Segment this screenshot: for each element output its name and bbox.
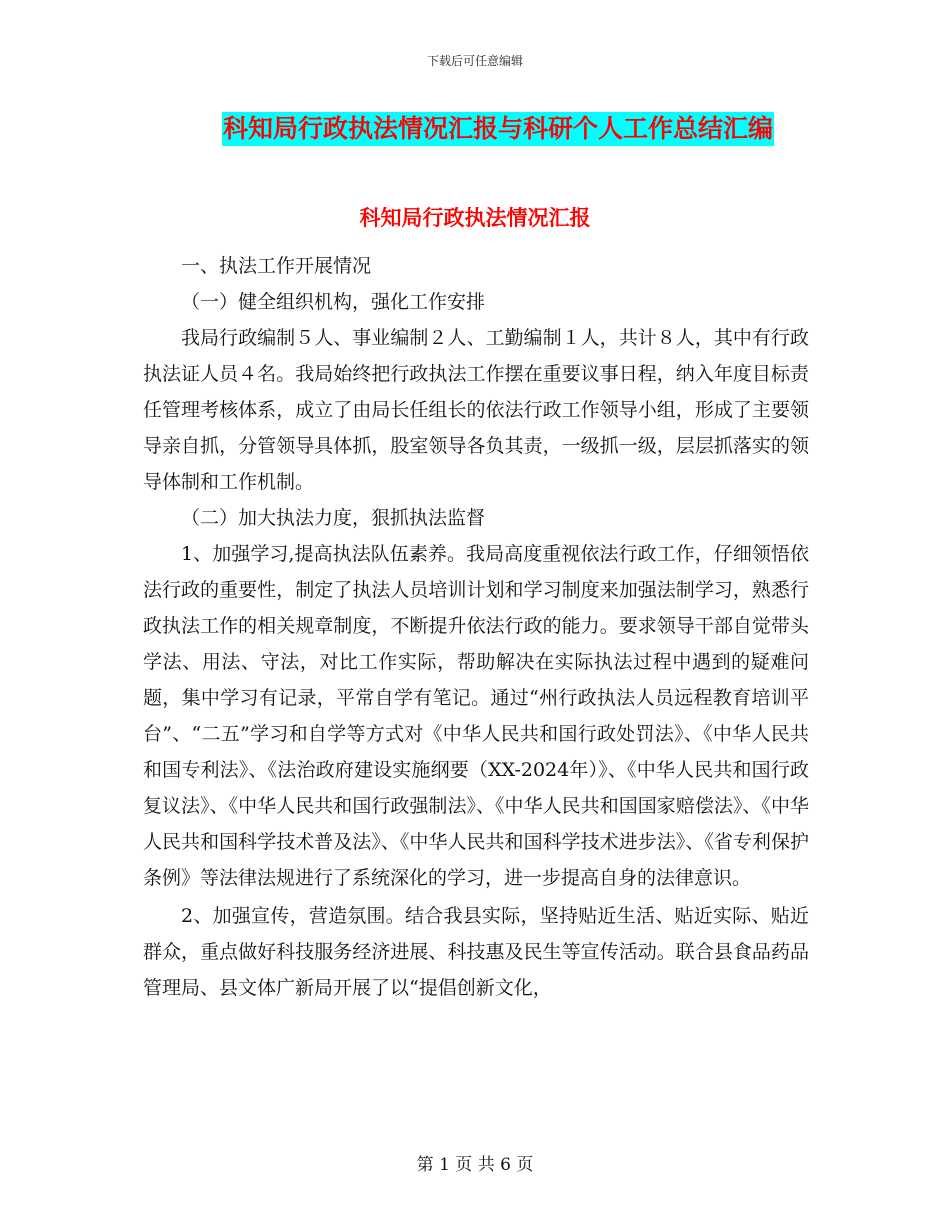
body-paragraph: 我局行政编制５人、事业编制２人、工勤编制１人，共计８人，其中有行政执法证人员４名。我局始终把行政执法工作摆在重要议事日程，纳入年度目标责任管理考核体系，成立了由局长任组长的依法行政工作领导小组，形成了主要领导亲自抓，分管领导具体抓，股室领导各负其责，一级抓一级，层层抓落实的领导体制和工作机制。: [143, 327, 809, 493]
page-number-footer: 第 1 页 共 6 页: [416, 1155, 534, 1175]
document-body: [143, 248, 809, 1006]
document-sub-title: 科知局行政执法情况汇报: [359, 205, 591, 230]
page-header-note: 下载后可任意编辑: [426, 54, 523, 68]
body-paragraph: 1、加强学习,提高执法队伍素养。我局高度重视依法行政工作，仔细领悟依法行政的重要性，制定了执法人员培训计划和学习制度来加强法制学习，熟悉行政执法工作的相关规章制度，不断提升依法行政的能力。要求领导干部自觉带头学法、用法、守法，对比工作实际，帮助解决在实际执法过程中遇到的疑难问题，集中学习有记录，平常自学有笔记。通过“州行政执法人员远程教育培训平台”、“二五”学习和自学等方式对《中华人民共和国行政处罚法》、《中华人民共和国专利法》、《法治政府建设实施纲要（XX-2024年）》、《中华人民共和国行政复议法》、《中华人民共和国行政强制法》、《中华人民共和国国家赔偿法》、《中华人民共和国科学技术普及法》、《中华人民共和国科学技术进步法》、《省专利保护条例》等法律法规进行了系统深化的学习，进一步提高自身的法律意识。: [143, 543, 809, 889]
main-title-container: [0, 112, 950, 146]
document-main-title: 科知局行政执法情况汇报与科研个人工作总结汇编: [222, 112, 774, 146]
section-heading-1: 一、执法工作开展情况: [181, 255, 372, 277]
subsection-heading-1: （一）健全组织机构，强化工作安排: [181, 291, 486, 313]
body-paragraph: 2、加强宣传，营造氛围。结合我县实际，坚持贴近生活、贴近实际、贴近群众，重点做好科技服务经济进展、科技惠及民生等宣传活动。联合县食品药品管理局、县文体广新局开展了以“提倡创新文化，: [143, 905, 809, 999]
subsection-heading-2: （二）加大执法力度，狠抓执法监督: [181, 507, 486, 529]
